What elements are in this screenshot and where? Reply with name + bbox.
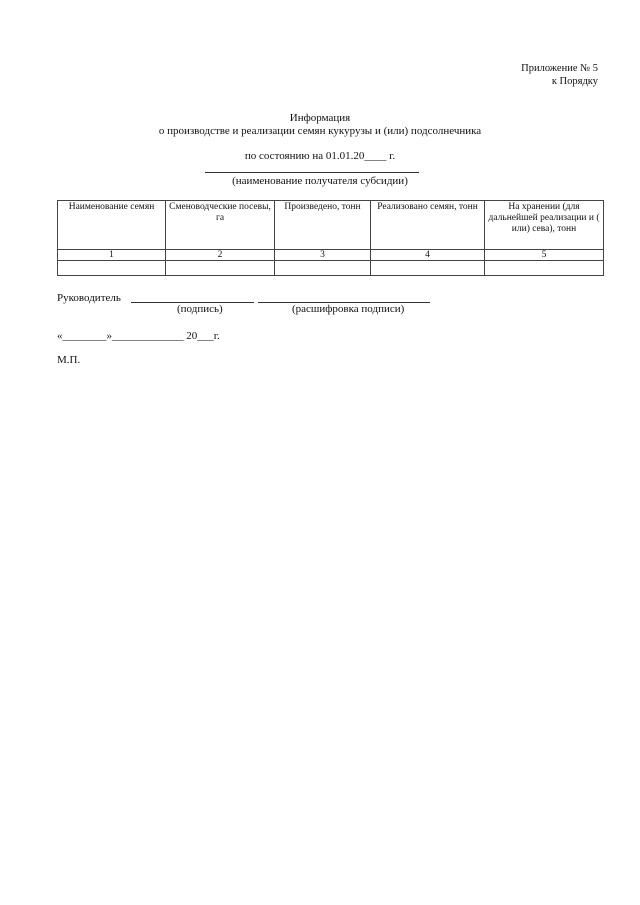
recipient-caption: (наименование получателя субсидии) xyxy=(232,175,408,187)
head-label: Руководитель xyxy=(57,292,121,304)
column-number: 1 xyxy=(58,250,166,261)
appendix-order: к Порядку xyxy=(551,76,598,87)
decoding-caption: (расшифровка подписи) xyxy=(292,303,405,315)
column-number: 2 xyxy=(166,250,275,261)
signature-caption: (подпись) xyxy=(177,303,223,315)
title-heading: Информация xyxy=(289,112,351,124)
date-line: «________»_____________ 20___г. xyxy=(57,330,220,342)
header-in-storage: На хранении (для дальнейшей реализации и ( или) сева), тонн xyxy=(485,201,604,250)
table-row xyxy=(58,261,604,276)
table-cell xyxy=(166,261,275,276)
table-header-row xyxy=(58,201,604,250)
seal-mark: М.П. xyxy=(57,354,81,366)
table-cell xyxy=(58,261,166,276)
header-produced: Произведено, тонн xyxy=(275,201,371,250)
document-title xyxy=(0,112,640,138)
seed-data-table xyxy=(57,200,604,276)
appendix-number: Приложение № 5 xyxy=(521,63,598,74)
table-cell xyxy=(485,261,604,276)
column-number: 4 xyxy=(371,250,485,261)
column-number: 3 xyxy=(275,250,371,261)
title-subject: о производстве и реализации семян кукурузы и (или) подсолнечника xyxy=(158,125,482,137)
column-number: 5 xyxy=(485,250,604,261)
table-cell xyxy=(275,261,371,276)
header-sold: Реализовано семян, тонн xyxy=(371,201,485,250)
appendix-reference xyxy=(521,62,598,88)
header-seed-name: Наименование семян xyxy=(58,201,166,250)
table-number-row xyxy=(58,250,604,261)
header-crop-rotation: Сменоводческие посевы, га xyxy=(166,201,275,250)
recipient-name-line xyxy=(205,172,419,173)
table-cell xyxy=(371,261,485,276)
as-of-date: по состоянию на 01.01.20____ г. xyxy=(244,150,396,162)
